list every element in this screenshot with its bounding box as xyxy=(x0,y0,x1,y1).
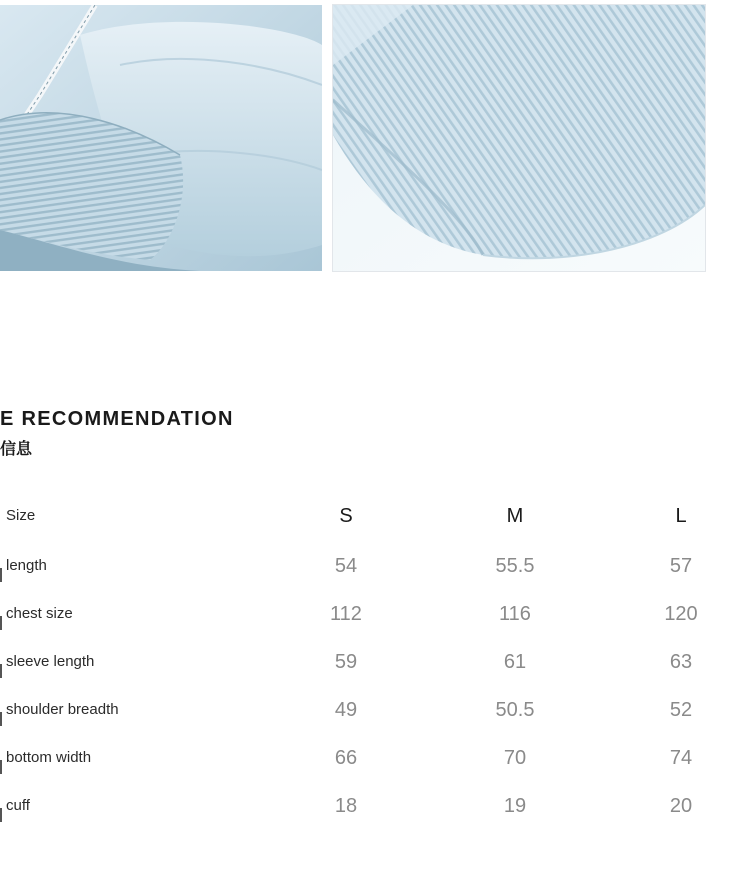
value-l: 120 xyxy=(664,603,698,625)
value-l: 52 xyxy=(669,699,693,721)
table-row xyxy=(0,638,741,686)
value-s: 59 xyxy=(334,651,358,673)
value-s: 54 xyxy=(334,555,358,577)
product-photo-rib-knit-detail xyxy=(333,5,705,271)
table-row xyxy=(0,686,741,734)
value-m: 19 xyxy=(503,795,527,817)
row-label-length: length xyxy=(6,557,47,574)
row-label-bottom-width: bottom width xyxy=(6,749,92,766)
value-s: 66 xyxy=(334,747,358,769)
table-row xyxy=(0,734,741,782)
value-l: 63 xyxy=(669,651,693,673)
table-row xyxy=(0,590,741,638)
value-s: 18 xyxy=(334,795,358,817)
table-row xyxy=(0,782,741,830)
table-header-row xyxy=(0,490,741,542)
value-m: 70 xyxy=(503,747,527,769)
rib-knit-illustration xyxy=(333,5,705,271)
product-photo-cuff-detail xyxy=(0,5,322,271)
column-header-m: M xyxy=(506,505,524,527)
value-m: 55.5 xyxy=(495,555,535,577)
value-m: 61 xyxy=(503,651,527,673)
table-row xyxy=(0,542,741,590)
row-label-sleeve-length: sleeve length xyxy=(6,653,95,670)
value-s: 112 xyxy=(330,603,362,625)
column-header-s: S xyxy=(339,505,353,527)
column-header-l: L xyxy=(675,505,687,527)
column-header-size: Size xyxy=(6,507,36,524)
value-l: 57 xyxy=(669,555,693,577)
value-l: 74 xyxy=(669,747,693,769)
value-m: 116 xyxy=(499,603,531,625)
value-l: 20 xyxy=(669,795,693,817)
row-label-cuff: cuff xyxy=(6,797,30,814)
value-s: 49 xyxy=(334,699,358,721)
value-m: 50.5 xyxy=(495,699,535,721)
section-subheading: 信息 xyxy=(0,439,33,458)
row-label-chest-size: chest size xyxy=(6,605,73,622)
section-heading: E RECOMMENDATION xyxy=(0,408,234,430)
size-chart-table xyxy=(0,490,741,830)
row-label-shoulder-breadth: shoulder breadth xyxy=(6,701,119,718)
cuff-detail-illustration xyxy=(0,5,322,271)
